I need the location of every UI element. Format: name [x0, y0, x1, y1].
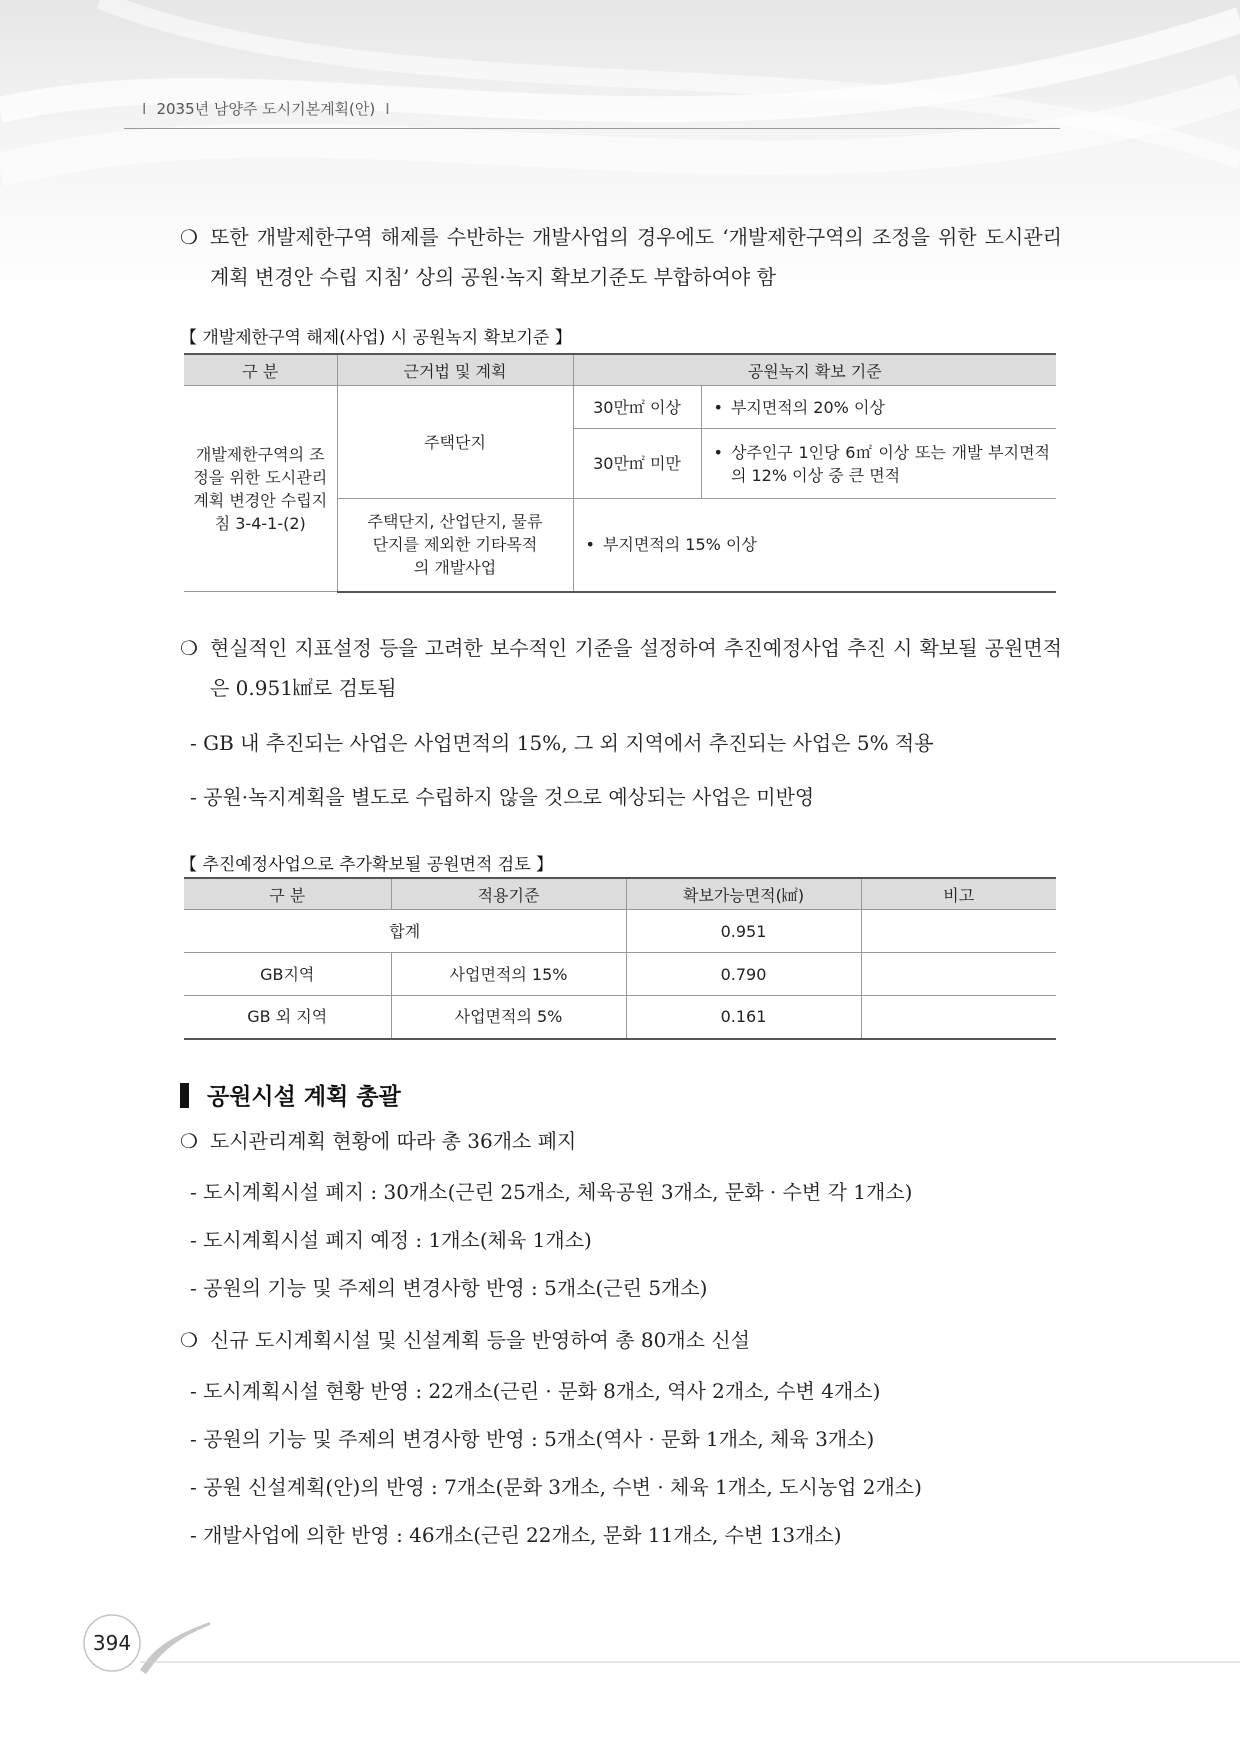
header-cell: 비고: [861, 878, 1056, 910]
table-row: [184, 386, 1056, 429]
paragraph-new: [182, 1320, 1062, 1360]
table-additional-park-area: [184, 877, 1056, 1040]
list-item: - 개발사업에 의한 반영 : 46개소(근린 22개소, 문화 11개소, 수변 13개소): [190, 1523, 842, 1547]
area-cell: 0.951: [626, 910, 861, 953]
paragraph-text: 현실적인 지표설정 등을 고려한 보수적인 기준을 설정하여 추진예정사업 추진 시 확보될 공원면적은 0.951㎢로 검토됨: [210, 636, 1062, 700]
table2-caption: 【 추진예정사업으로 추가확보될 공원면적 검토 】: [180, 855, 554, 875]
page-number: 394: [92, 1631, 132, 1655]
list-item: - 도시계획시설 폐지 : 30개소(근린 25개소, 체육공원 3개소, 문화 · 수변 각 1개소): [190, 1180, 913, 1204]
paragraph-gb-release: [182, 217, 1062, 297]
bullet-dot-icon: •: [713, 397, 723, 417]
region-cell: GB 외 지역: [184, 996, 391, 1039]
bullet-circle-icon: ❍: [180, 225, 198, 249]
standard-cell: [701, 429, 1056, 499]
size-cell: 30만㎡ 이상: [573, 386, 701, 429]
bullet-dot-icon: •: [713, 442, 723, 462]
standard-text: 부지면적의 15% 이상: [602, 535, 757, 555]
sub-item: - GB 내 추진되는 사업은 사업면적의 15%, 그 외 지역에서 추진되는 사업은 5% 적용: [190, 731, 934, 755]
note-cell: [861, 910, 1056, 953]
paragraph-text: 도시관리계획 현황에 따라 총 36개소 폐지: [210, 1129, 577, 1153]
note-cell: [861, 996, 1056, 1039]
section-title: [180, 1078, 401, 1111]
running-head: [132, 98, 400, 119]
area-cell: 0.161: [626, 996, 861, 1039]
list-item: - 도시계획시설 현황 반영 : 22개소(근린 · 문화 8개소, 역사 2개소, 수변 4개소): [190, 1379, 881, 1403]
area-cell: 0.790: [626, 953, 861, 996]
header-cell: 구 분: [184, 354, 337, 386]
basis-cell: 사업면적의 5%: [391, 996, 626, 1039]
standard-text: 부지면적의 20% 이상: [730, 397, 885, 417]
list-item: - 공원의 기능 및 주제의 변경사항 반영 : 5개소(역사 · 문화 1개소, 체육 3개소): [190, 1427, 875, 1451]
list-item: - 도시계획시설 폐지 예정 : 1개소(체육 1개소): [190, 1228, 592, 1252]
table-header-row: [184, 878, 1056, 910]
table1-caption: 【 개발제한구역 해제(사업) 시 공원녹지 확보기준 】: [180, 328, 572, 348]
standard-cell: [701, 386, 1056, 429]
basis-cell: 주택단지, 산업단지, 물류단지를 제외한 기타목적의 개발사업: [337, 499, 573, 592]
bullet-circle-icon: ❍: [180, 1129, 198, 1153]
table-row: [184, 910, 1056, 953]
size-cell: 30만㎡ 미만: [573, 429, 701, 499]
basis-cell: 사업면적의 15%: [391, 953, 626, 996]
bullet-circle-icon: ❍: [180, 1328, 198, 1352]
list-item: - 공원 신설계획(안)의 반영 : 7개소(문화 3개소, 수변 · 체육 1개소, 도시농업 2개소): [190, 1475, 922, 1499]
header-cell: 구 분: [184, 878, 391, 910]
table-park-standard: [184, 353, 1056, 593]
sub-item: - 공원·녹지계획을 별도로 수립하지 않을 것으로 예상되는 사업은 미반영: [190, 785, 815, 809]
table-row: [184, 953, 1056, 996]
header-bar-left: I: [142, 100, 147, 118]
header-cell: 확보가능면적(㎢): [626, 878, 861, 910]
total-label-cell: 합계: [184, 910, 626, 953]
header-cell: 근거법 및 계획: [337, 354, 573, 386]
standard-text: 상주인구 1인당 6㎡ 이상 또는 개발 부지면적의 12% 이상 중 큰 면적: [730, 442, 1050, 485]
table-header-row: [184, 354, 1056, 386]
header-cell: 적용기준: [391, 878, 626, 910]
standard-cell: [573, 499, 1056, 592]
document-title: 2035년 남양주 도시기본계획(안): [156, 100, 376, 118]
header-cell: 공원녹지 확보 기준: [573, 354, 1056, 386]
header-bar-right: I: [385, 100, 390, 118]
bullet-circle-icon: ❍: [180, 636, 198, 660]
note-cell: [861, 953, 1056, 996]
category-cell: 개발제한구역의 조정을 위한 도시관리계획 변경안 수립지침 3-4-1-(2): [184, 386, 337, 592]
region-cell: GB지역: [184, 953, 391, 996]
bullet-dot-icon: •: [585, 535, 595, 555]
paragraph-park-area: [182, 628, 1062, 708]
basis-cell: 주택단지: [337, 386, 573, 499]
footer-decoration: [0, 1600, 1240, 1720]
section-title-text: 공원시설 계획 총괄: [207, 1084, 401, 1110]
table-row: [184, 996, 1056, 1039]
paragraph-abolish: [182, 1121, 1062, 1161]
paragraph-text: 또한 개발제한구역 해제를 수반하는 개발사업의 경우에도 ‘개발제한구역의 조정을 위한 도시관리계획 변경안 수립 지침’ 상의 공원·녹지 확보기준도 부합하여야 함: [210, 225, 1062, 289]
list-item: - 공원의 기능 및 주제의 변경사항 반영 : 5개소(근린 5개소): [190, 1276, 708, 1300]
section-marker-icon: [180, 1083, 189, 1108]
paragraph-text: 신규 도시계획시설 및 신설계획 등을 반영하여 총 80개소 신설: [210, 1328, 750, 1352]
header-rule: [124, 128, 1060, 129]
